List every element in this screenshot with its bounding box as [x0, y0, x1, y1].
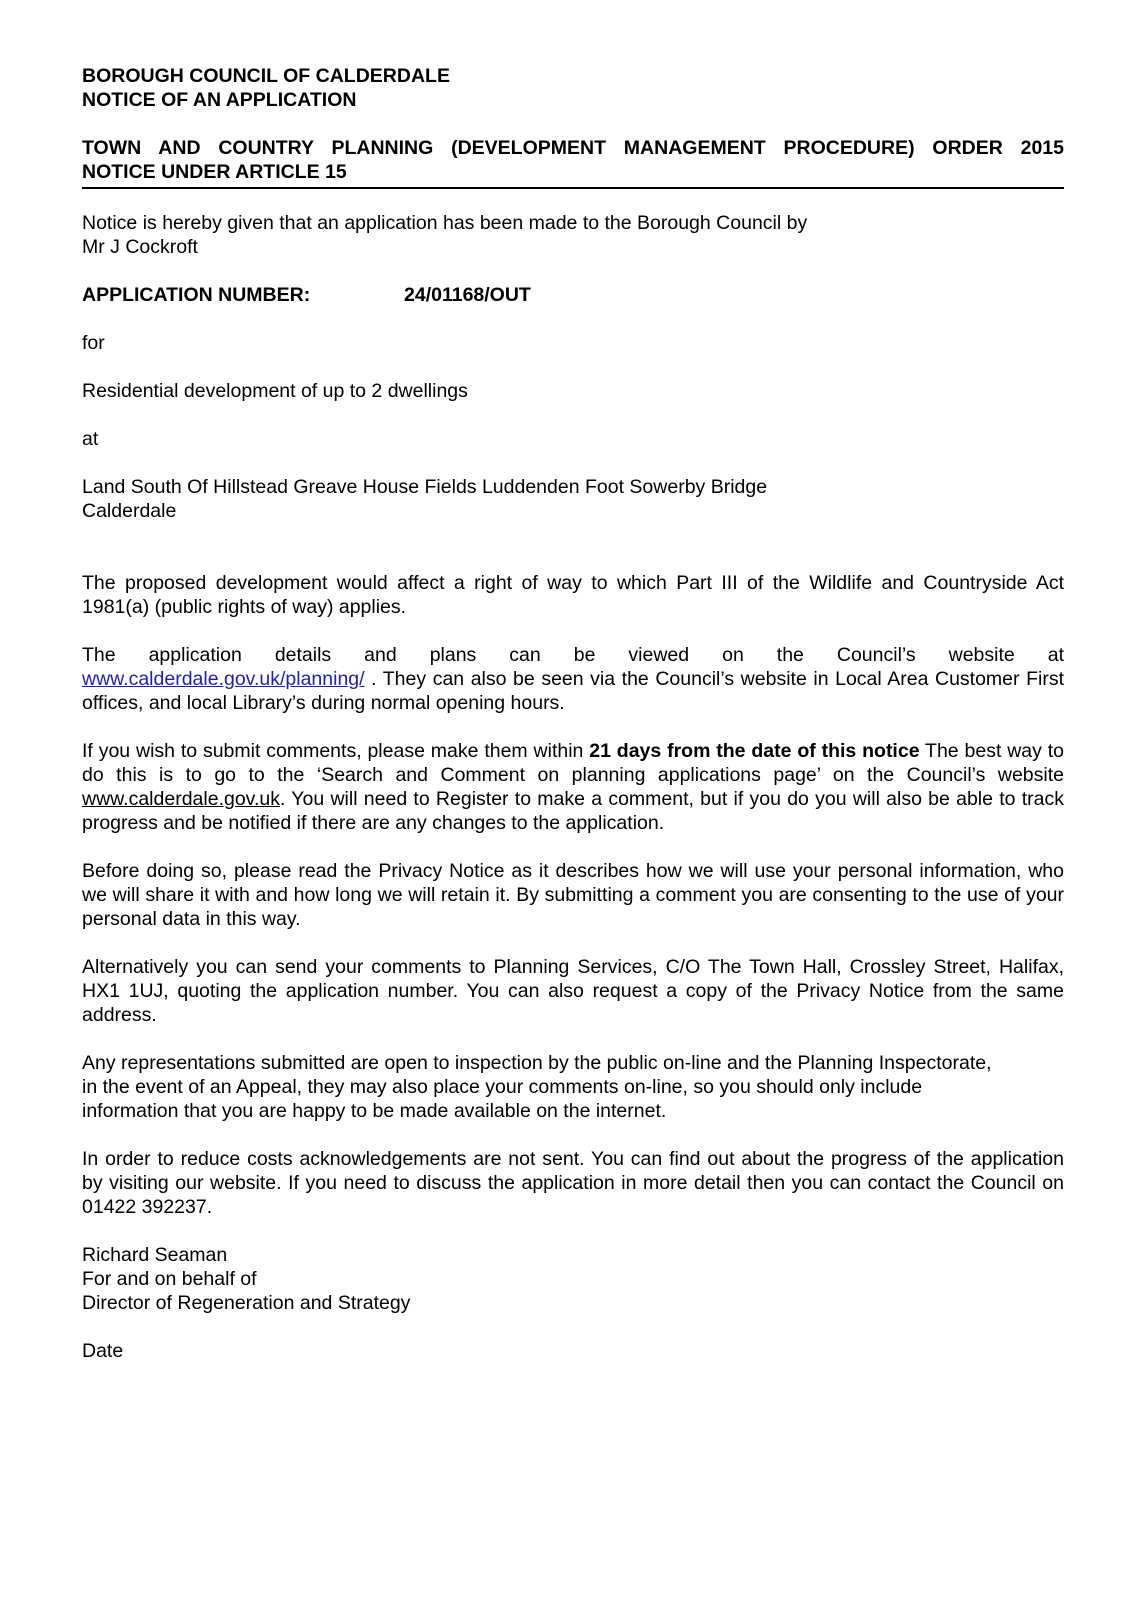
signatory-name: Richard Seaman — [82, 1244, 228, 1266]
signatory-title: Director of Regeneration and Strategy — [82, 1292, 411, 1314]
for-label: for — [82, 332, 105, 354]
notice-header — [82, 64, 1064, 112]
privacy-paragraph: Before doing so, please read the Privacy Notice as it describes how we will use your personal information, who we will share it with and how long we will retain it. By submitting a comment you are consenting to the use of your personal data in this way. — [82, 860, 1064, 930]
at-label: at — [82, 428, 99, 450]
details-rest: . They can also be seen via the Council’s website in Local Area Customer First offices, and local Library’s during normal opening hours. — [82, 668, 1064, 714]
development-description: Residential development of up to 2 dwellings — [82, 380, 468, 402]
comments-paragraph — [82, 739, 1064, 835]
representations-line-1: Any representations submitted are open to inspection by the public on-line and the Planning Inspectorate, — [82, 1052, 992, 1074]
details-paragraph — [82, 643, 1064, 715]
comments-deadline: 21 days from the date of this notice — [589, 740, 920, 762]
acknowledgements-paragraph: In order to reduce costs acknowledgements are not sent. You can find out about the progress of the application by visiting our website. If you need to discuss the application in more detail then you can contact the Council on 01422 392237. — [82, 1148, 1064, 1218]
act-title: TOWN AND COUNTRY PLANNING (DEVELOPMENT MANAGEMENT PROCEDURE) ORDER 2015 — [82, 137, 1064, 159]
representations-paragraph — [82, 1051, 1064, 1123]
details-line-1: The application details and plans can be viewed on the Council’s website at — [82, 644, 1064, 666]
application-number-value: 24/01168/OUT — [404, 284, 531, 306]
council-name: BOROUGH COUNCIL OF CALDERDALE — [82, 65, 450, 87]
application-number-row — [82, 283, 1064, 307]
site-location — [82, 475, 1064, 523]
planning-website-link[interactable]: www.calderdale.gov.uk/planning/ — [82, 668, 365, 690]
notice-type: NOTICE OF AN APPLICATION — [82, 89, 357, 111]
intro-paragraph — [82, 211, 1064, 259]
representations-line-2: in the event of an Appeal, they may also place your comments on-line, so you should only include — [82, 1076, 923, 1098]
comments-text-2: The best way to do this is to go to the ‘Search and Comment on planning applications page’ on the Council’s website — [82, 740, 1065, 786]
application-number-label: APPLICATION NUMBER: — [82, 284, 311, 306]
applicant-name: Mr J Cockroft — [82, 236, 198, 258]
header-divider — [82, 187, 1064, 189]
signature-block — [82, 1243, 1064, 1315]
comments-text-1: If you wish to submit comments, please make them within — [82, 740, 590, 762]
council-website-link[interactable]: www.calderdale.gov.uk — [82, 788, 280, 810]
article-heading: NOTICE UNDER ARTICLE 15 — [82, 161, 347, 183]
intro-text: Notice is hereby given that an application has been made to the Borough Council by — [82, 212, 808, 234]
comments-text-3: . You will need to Register to make a comment, but if you do you will also be able to track progress and be notified if there are any changes to the application. — [82, 788, 1064, 834]
signatory-behalf: For and on behalf of — [82, 1268, 257, 1290]
alternative-paragraph: Alternatively you can send your comments to Planning Services, C/O The Town Hall, Crossley Street, Halifax, HX1 1UJ, quoting the application number. You can also request a copy of the Privacy Notice from the same address. — [82, 956, 1064, 1026]
representations-line-3: information that you are happy to be made available on the internet. — [82, 1100, 667, 1122]
location-line-1: Land South Of Hillstead Greave House Fields Luddenden Foot Sowerby Bridge — [82, 476, 768, 498]
rights-of-way-paragraph: The proposed development would affect a right of way to which Part III of the Wildlife and Countryside Act 1981(a) (public rights of way) applies. — [82, 572, 1064, 618]
location-line-2: Calderdale — [82, 500, 177, 522]
date-label: Date — [82, 1340, 124, 1362]
